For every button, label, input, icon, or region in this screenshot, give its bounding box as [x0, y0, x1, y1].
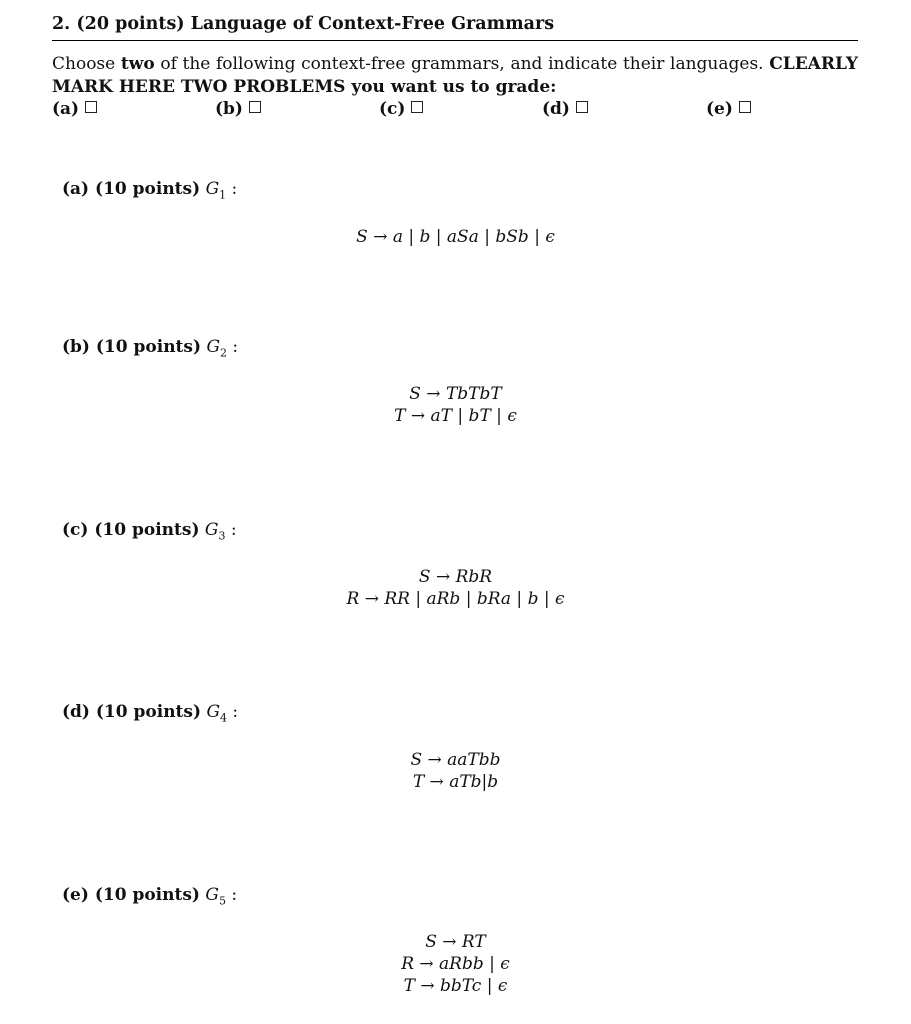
checkbox-label-b: (b): [215, 99, 243, 119]
problem-selection-row: [52, 99, 812, 125]
grammar-rule: T → aT | bT | ϵ: [394, 406, 517, 426]
problem-c-grammar-name: $G_3$: [204, 520, 226, 543]
checkbox-label-d: (d): [542, 99, 570, 119]
select-problem-c[interactable]: [379, 99, 423, 119]
instructions-prefix: Choose: [52, 54, 121, 74]
checkbox-label-c: (c): [379, 99, 406, 119]
select-problem-a[interactable]: [52, 99, 97, 119]
problem-a-grammar-rules: [0, 226, 911, 248]
grammar-rule: S → TbTbT: [409, 384, 502, 404]
problem-a-label: (a) (10 points) $G_1$ :: [62, 179, 238, 202]
grammar-rule: T → bbTc | ϵ: [403, 976, 508, 996]
grammar-rule: S → RT: [425, 932, 486, 952]
problem-e-label: (e) (10 points) $G_5$ :: [62, 885, 238, 908]
checkbox-label-a: (a): [52, 99, 80, 119]
instructions-bold-tail: CLEARLY MARK HERE TWO PROBLEMS you want us to grade:: [52, 54, 858, 97]
grammar-rule: R → RR | aRb | bRa | b | ϵ: [346, 589, 565, 609]
problem-c-label: (c) (10 points) $G_3$ :: [62, 520, 237, 543]
select-problem-d[interactable]: [542, 99, 588, 119]
question-instructions: [52, 53, 858, 99]
problem-e-grammar-name: $G_5$: [205, 885, 226, 908]
problem-a-part: (a) (10 points): [62, 179, 201, 199]
problem-b-part: (b) (10 points): [62, 337, 202, 357]
checkbox-label-e: (e): [706, 99, 733, 119]
problem-b-grammar-rules: [0, 383, 911, 427]
problem-c-part: (c) (10 points): [62, 520, 200, 540]
problem-d-label: (d) (10 points) $G_4$ :: [62, 702, 239, 725]
select-problem-b[interactable]: [215, 99, 261, 119]
instructions-middle: of the following context-free grammars, and indicate their languages.: [154, 54, 770, 74]
checkbox-a[interactable]: [85, 101, 97, 113]
problem-c-grammar-rules: [0, 566, 911, 610]
problem-d-grammar-rules: [0, 749, 911, 793]
problem-b-grammar-name: $G_2$: [206, 337, 228, 360]
problem-e-part: (e) (10 points): [62, 885, 200, 905]
select-problem-e[interactable]: [706, 99, 751, 119]
question-heading: 2. (20 points) Language of Context-Free Grammars: [52, 14, 858, 41]
grammar-rule: R → aRbb | ϵ: [401, 954, 510, 974]
checkbox-d[interactable]: [576, 101, 588, 113]
grammar-rule: S → aaTbb: [410, 750, 501, 770]
instructions-bold-word: two: [120, 54, 155, 74]
problem-b-label: (b) (10 points) $G_2$ :: [62, 337, 239, 360]
grammar-rule: S → a | b | aSa | bSb | ϵ: [356, 227, 555, 247]
checkbox-e[interactable]: [739, 101, 751, 113]
checkbox-c[interactable]: [411, 101, 423, 113]
problem-e-grammar-rules: [0, 931, 911, 997]
problem-d-grammar-name: $G_4$: [206, 702, 228, 725]
problem-a-grammar-name: $G_1$: [205, 179, 227, 202]
checkbox-b[interactable]: [249, 101, 261, 113]
grammar-rule: S → RbR: [418, 567, 493, 587]
grammar-rule: T → aTb|b: [412, 772, 499, 792]
problem-d-part: (d) (10 points): [62, 702, 202, 722]
